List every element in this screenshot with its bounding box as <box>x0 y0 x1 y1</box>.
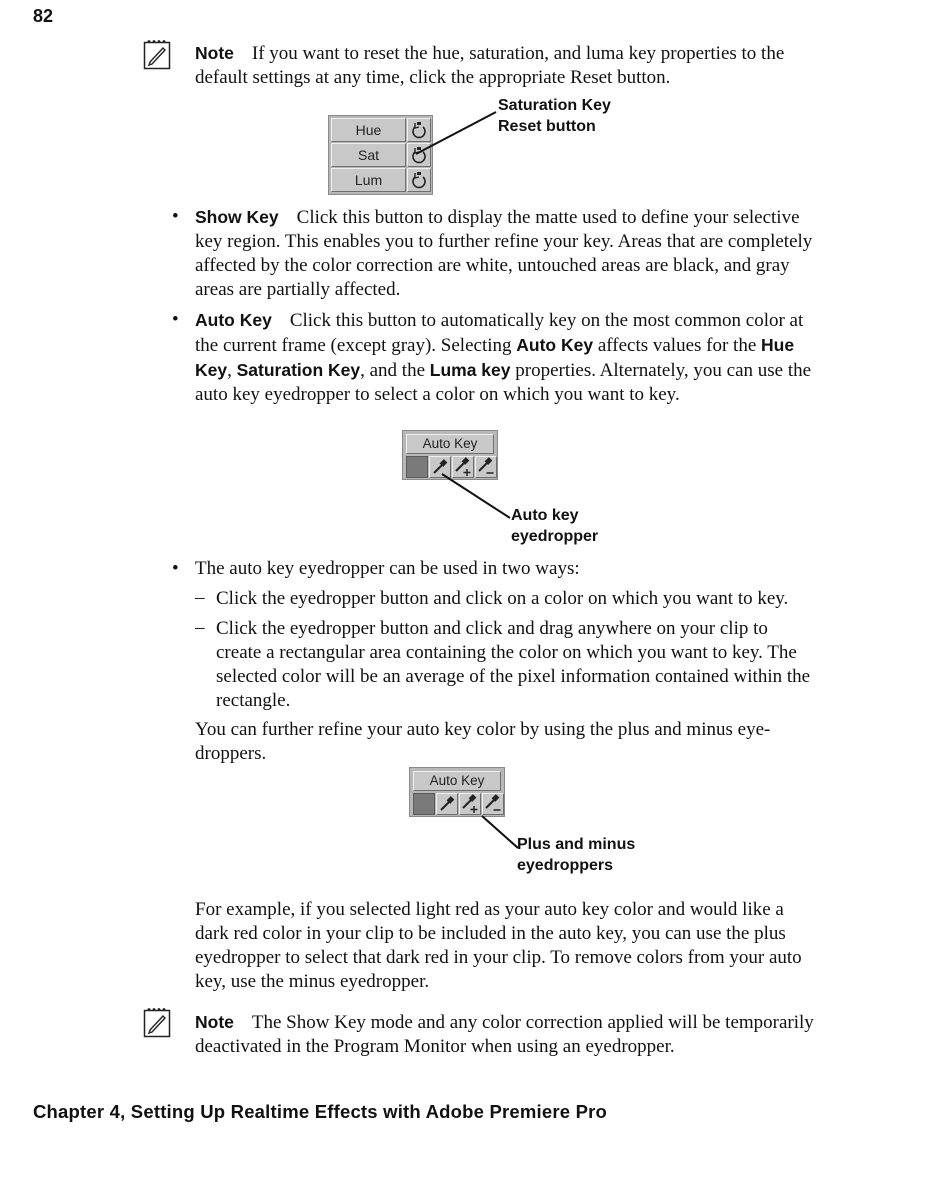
example-text: For example, if you selected light red as your auto key color and would like a dark red color in your clip to be included in the auto key, you can use the plus eyedropper to select that dark red in your clip. To remove colors from your auto key, use the minus eyedropper. <box>195 899 802 992</box>
note-label: Note <box>195 43 234 63</box>
notepad-icon <box>143 38 171 70</box>
show-key-label: Show Key <box>195 207 279 227</box>
bullet-marker: • <box>172 558 179 579</box>
bullet-marker: • <box>172 309 179 330</box>
plus-eyedropper-icon <box>460 794 480 814</box>
reset-icon <box>408 169 430 191</box>
callout-plus-minus-eyedroppers: Plus and minus eyedroppers <box>517 836 636 874</box>
note-show-key-text: Note The Show Key mode and any color correction applied will be temporarily deactivated in the Program Monitor when using an eyedropper. <box>195 1012 814 1057</box>
bullet-marker: • <box>172 206 179 227</box>
lum-key-button[interactable]: Lum <box>331 168 406 192</box>
hue-key-button[interactable]: Hue <box>331 118 406 142</box>
callout-saturation-reset: Saturation Key Reset button <box>498 97 611 135</box>
auto-key-panel <box>409 767 505 817</box>
auto-key-color-swatch <box>406 456 428 478</box>
sat-key-button[interactable]: Sat <box>331 143 406 167</box>
note-reset-text: Note If you want to reset the hue, saturation, and luma key properties to the default settings at any time, click the appropriate Reset button. <box>195 43 785 88</box>
auto-key-button[interactable]: Auto Key <box>413 771 501 791</box>
dash-marker: – <box>195 587 205 608</box>
auto-key-text: Auto Key Click this button to automatically key on the most common color at the current frame (except gray). Selecting Auto Key affects values for the Hue Key, Saturation Key, and the Luma key properties. Alternately, you can use the auto key eyedropper to select a color on which you want to key. <box>195 310 812 405</box>
callout-auto-key-eyedropper: Auto key eyedropper <box>511 507 599 545</box>
callout-leader-line <box>410 108 500 158</box>
eyedropper-button[interactable] <box>436 793 458 815</box>
chapter-footer: Chapter 4, Setting Up Realtime Effects with Adobe Premiere Pro <box>33 1101 608 1122</box>
eyedropper-intro: The auto key eyedropper can be used in two ways: <box>195 558 580 579</box>
dash-marker: – <box>195 617 205 638</box>
notepad-icon <box>143 1006 171 1038</box>
eyedropper-way-1: Click the eyedropper button and click on a color on which you want to key. <box>216 588 789 609</box>
note-label: Note <box>195 1012 234 1032</box>
auto-key-label: Auto Key <box>195 310 272 330</box>
lum-reset-button[interactable] <box>407 168 431 192</box>
eyedropper-way-2: Click the eyedropper button and click and drag anywhere on your clip to create a rectangular area containing the color on which you want to key. The selected color will be an average of the pixel information contained within the rectangle. <box>216 618 811 711</box>
eyedropper-icon <box>437 794 457 814</box>
callout-leader-line <box>438 470 518 522</box>
page-number: 82 <box>33 6 54 26</box>
refine-text: You can further refine your auto key color by using the plus and minus eye-droppers. <box>195 719 771 764</box>
minus-eyedropper-icon <box>483 794 503 814</box>
auto-key-color-swatch <box>413 793 435 815</box>
show-key-text: Show Key Click this button to display the matte used to define your selective key region. This enables you to further refine your key. Areas that are completely affected by the color correction are white, untouched areas are black, and gray areas are partially affected. <box>195 207 813 300</box>
auto-key-button[interactable]: Auto Key <box>406 434 494 454</box>
